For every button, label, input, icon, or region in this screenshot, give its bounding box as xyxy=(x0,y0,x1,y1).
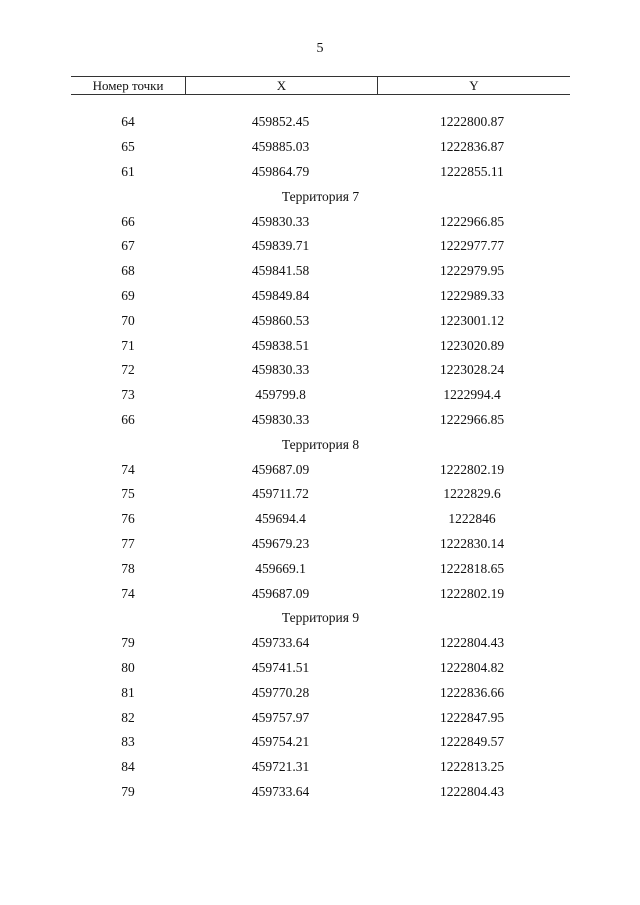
table-row xyxy=(71,656,570,681)
point-number-cell: 72 xyxy=(121,362,135,378)
point-number-cell: 81 xyxy=(121,684,135,700)
table-row xyxy=(71,408,570,433)
y-coordinate-cell: 1223028.24 xyxy=(439,362,505,378)
y-coordinate-cell: 1223001.12 xyxy=(439,312,505,328)
table-row xyxy=(71,780,570,805)
table-row xyxy=(71,507,570,532)
y-coordinate-cell: 1222818.65 xyxy=(439,560,505,576)
x-coordinate-cell: 459711.72 xyxy=(252,486,309,502)
y-coordinate-cell: 1222813.25 xyxy=(439,759,505,775)
table-row xyxy=(71,358,570,383)
header-point-number: Номер точки xyxy=(92,78,164,93)
table-row xyxy=(71,482,570,507)
y-coordinate-cell: 1222804.43 xyxy=(439,635,505,651)
y-coordinate-cell: 1222847.95 xyxy=(439,709,505,725)
point-number-cell: 71 xyxy=(121,337,135,353)
table-row xyxy=(71,209,570,234)
section-title: Территория 9 xyxy=(281,610,360,626)
y-coordinate-cell: 1222846 xyxy=(448,511,496,527)
point-number-cell: 84 xyxy=(121,759,135,775)
table-row xyxy=(71,631,570,656)
y-coordinate-cell: 1222979.95 xyxy=(439,263,505,279)
x-coordinate-cell: 459860.53 xyxy=(251,312,310,328)
point-number-cell: 79 xyxy=(121,783,135,799)
x-coordinate-cell: 459721.31 xyxy=(251,759,310,775)
table-row xyxy=(71,581,570,606)
x-coordinate-cell: 459687.09 xyxy=(251,461,310,477)
y-coordinate-cell: 1222802.19 xyxy=(439,461,505,477)
x-coordinate-cell: 459852.45 xyxy=(251,114,310,130)
y-coordinate-cell: 1222830.14 xyxy=(439,535,505,551)
x-coordinate-cell: 459757.97 xyxy=(251,709,310,725)
table-row xyxy=(71,284,570,309)
header-y: Y xyxy=(469,78,479,93)
point-number-cell: 68 xyxy=(121,263,135,279)
point-number-cell: 70 xyxy=(121,312,135,328)
y-coordinate-cell: 1222829.6 xyxy=(443,486,501,502)
x-coordinate-cell: 459885.03 xyxy=(251,139,310,155)
coordinates-table xyxy=(71,76,570,799)
table-row xyxy=(71,234,570,259)
section-title-row xyxy=(71,432,570,457)
y-coordinate-cell: 1222966.85 xyxy=(439,411,505,427)
x-coordinate-cell: 459841.58 xyxy=(251,263,310,279)
x-coordinate-cell: 459694.4 xyxy=(255,511,306,527)
x-coordinate-cell: 459830.33 xyxy=(251,213,310,229)
section-title: Территория 7 xyxy=(281,188,360,204)
table-row xyxy=(71,135,570,160)
page-number: 5 xyxy=(316,41,324,56)
table-row xyxy=(71,556,570,581)
y-coordinate-cell: 1222800.87 xyxy=(439,114,505,130)
y-coordinate-cell: 1222966.85 xyxy=(439,213,505,229)
table-row xyxy=(71,110,570,135)
table-row xyxy=(71,383,570,408)
y-coordinate-cell: 1222849.57 xyxy=(439,734,505,750)
point-number-cell: 78 xyxy=(121,560,135,576)
x-coordinate-cell: 459733.64 xyxy=(251,783,310,799)
table-row xyxy=(71,680,570,705)
point-number-cell: 64 xyxy=(121,114,135,130)
table-row xyxy=(71,730,570,755)
x-coordinate-cell: 459741.51 xyxy=(251,659,310,675)
point-number-cell: 80 xyxy=(121,659,135,675)
y-coordinate-cell: 1222804.82 xyxy=(439,659,505,675)
point-number-cell: 74 xyxy=(121,585,135,601)
point-number-cell: 74 xyxy=(121,461,135,477)
point-number-cell: 65 xyxy=(121,139,135,155)
x-coordinate-cell: 459799.8 xyxy=(255,387,306,403)
x-coordinate-cell: 459838.51 xyxy=(251,337,310,353)
point-number-cell: 69 xyxy=(121,287,135,303)
table-row xyxy=(71,705,570,730)
point-number-cell: 75 xyxy=(121,486,135,502)
y-coordinate-cell: 1222836.66 xyxy=(439,684,505,700)
point-number-cell: 61 xyxy=(121,163,135,179)
point-number-cell: 66 xyxy=(121,411,135,427)
table-row xyxy=(71,333,570,358)
point-number-cell: 76 xyxy=(121,511,135,527)
x-coordinate-cell: 459669.1 xyxy=(255,560,306,576)
point-number-cell: 79 xyxy=(121,635,135,651)
x-coordinate-cell: 459830.33 xyxy=(251,362,310,378)
section-title-row xyxy=(71,606,570,631)
table-row xyxy=(71,457,570,482)
x-coordinate-cell: 459839.71 xyxy=(251,238,310,254)
y-coordinate-cell: 1222855.11 xyxy=(440,163,504,179)
point-number-cell: 82 xyxy=(121,709,135,725)
y-coordinate-cell: 1222804.43 xyxy=(439,783,505,799)
y-coordinate-cell: 1222836.87 xyxy=(439,139,505,155)
table-row xyxy=(71,755,570,780)
section-title: Территория 8 xyxy=(281,436,360,452)
y-coordinate-cell: 1222977.77 xyxy=(439,238,505,254)
table-row xyxy=(71,259,570,284)
x-coordinate-cell: 459830.33 xyxy=(251,411,310,427)
x-coordinate-cell: 459849.84 xyxy=(251,287,310,303)
table-body xyxy=(71,110,570,804)
x-coordinate-cell: 459679.23 xyxy=(251,535,310,551)
x-coordinate-cell: 459733.64 xyxy=(251,635,310,651)
x-coordinate-cell: 459687.09 xyxy=(251,585,310,601)
header-x: X xyxy=(185,77,378,94)
x-coordinate-cell: 459754.21 xyxy=(251,734,310,750)
table-header-row xyxy=(71,76,570,95)
y-coordinate-cell: 1222989.33 xyxy=(439,287,505,303)
x-coordinate-cell: 459864.79 xyxy=(251,163,310,179)
point-number-cell: 83 xyxy=(121,734,135,750)
table-row xyxy=(71,532,570,557)
y-coordinate-cell: 1223020.89 xyxy=(439,337,505,353)
y-coordinate-cell: 1222802.19 xyxy=(439,585,505,601)
section-title-row xyxy=(71,184,570,209)
point-number-cell: 67 xyxy=(121,238,135,254)
point-number-cell: 73 xyxy=(121,387,135,403)
y-coordinate-cell: 1222994.4 xyxy=(443,387,501,403)
table-row xyxy=(71,308,570,333)
x-coordinate-cell: 459770.28 xyxy=(251,684,310,700)
point-number-cell: 66 xyxy=(121,213,135,229)
table-row xyxy=(71,160,570,185)
point-number-cell: 77 xyxy=(121,535,135,551)
